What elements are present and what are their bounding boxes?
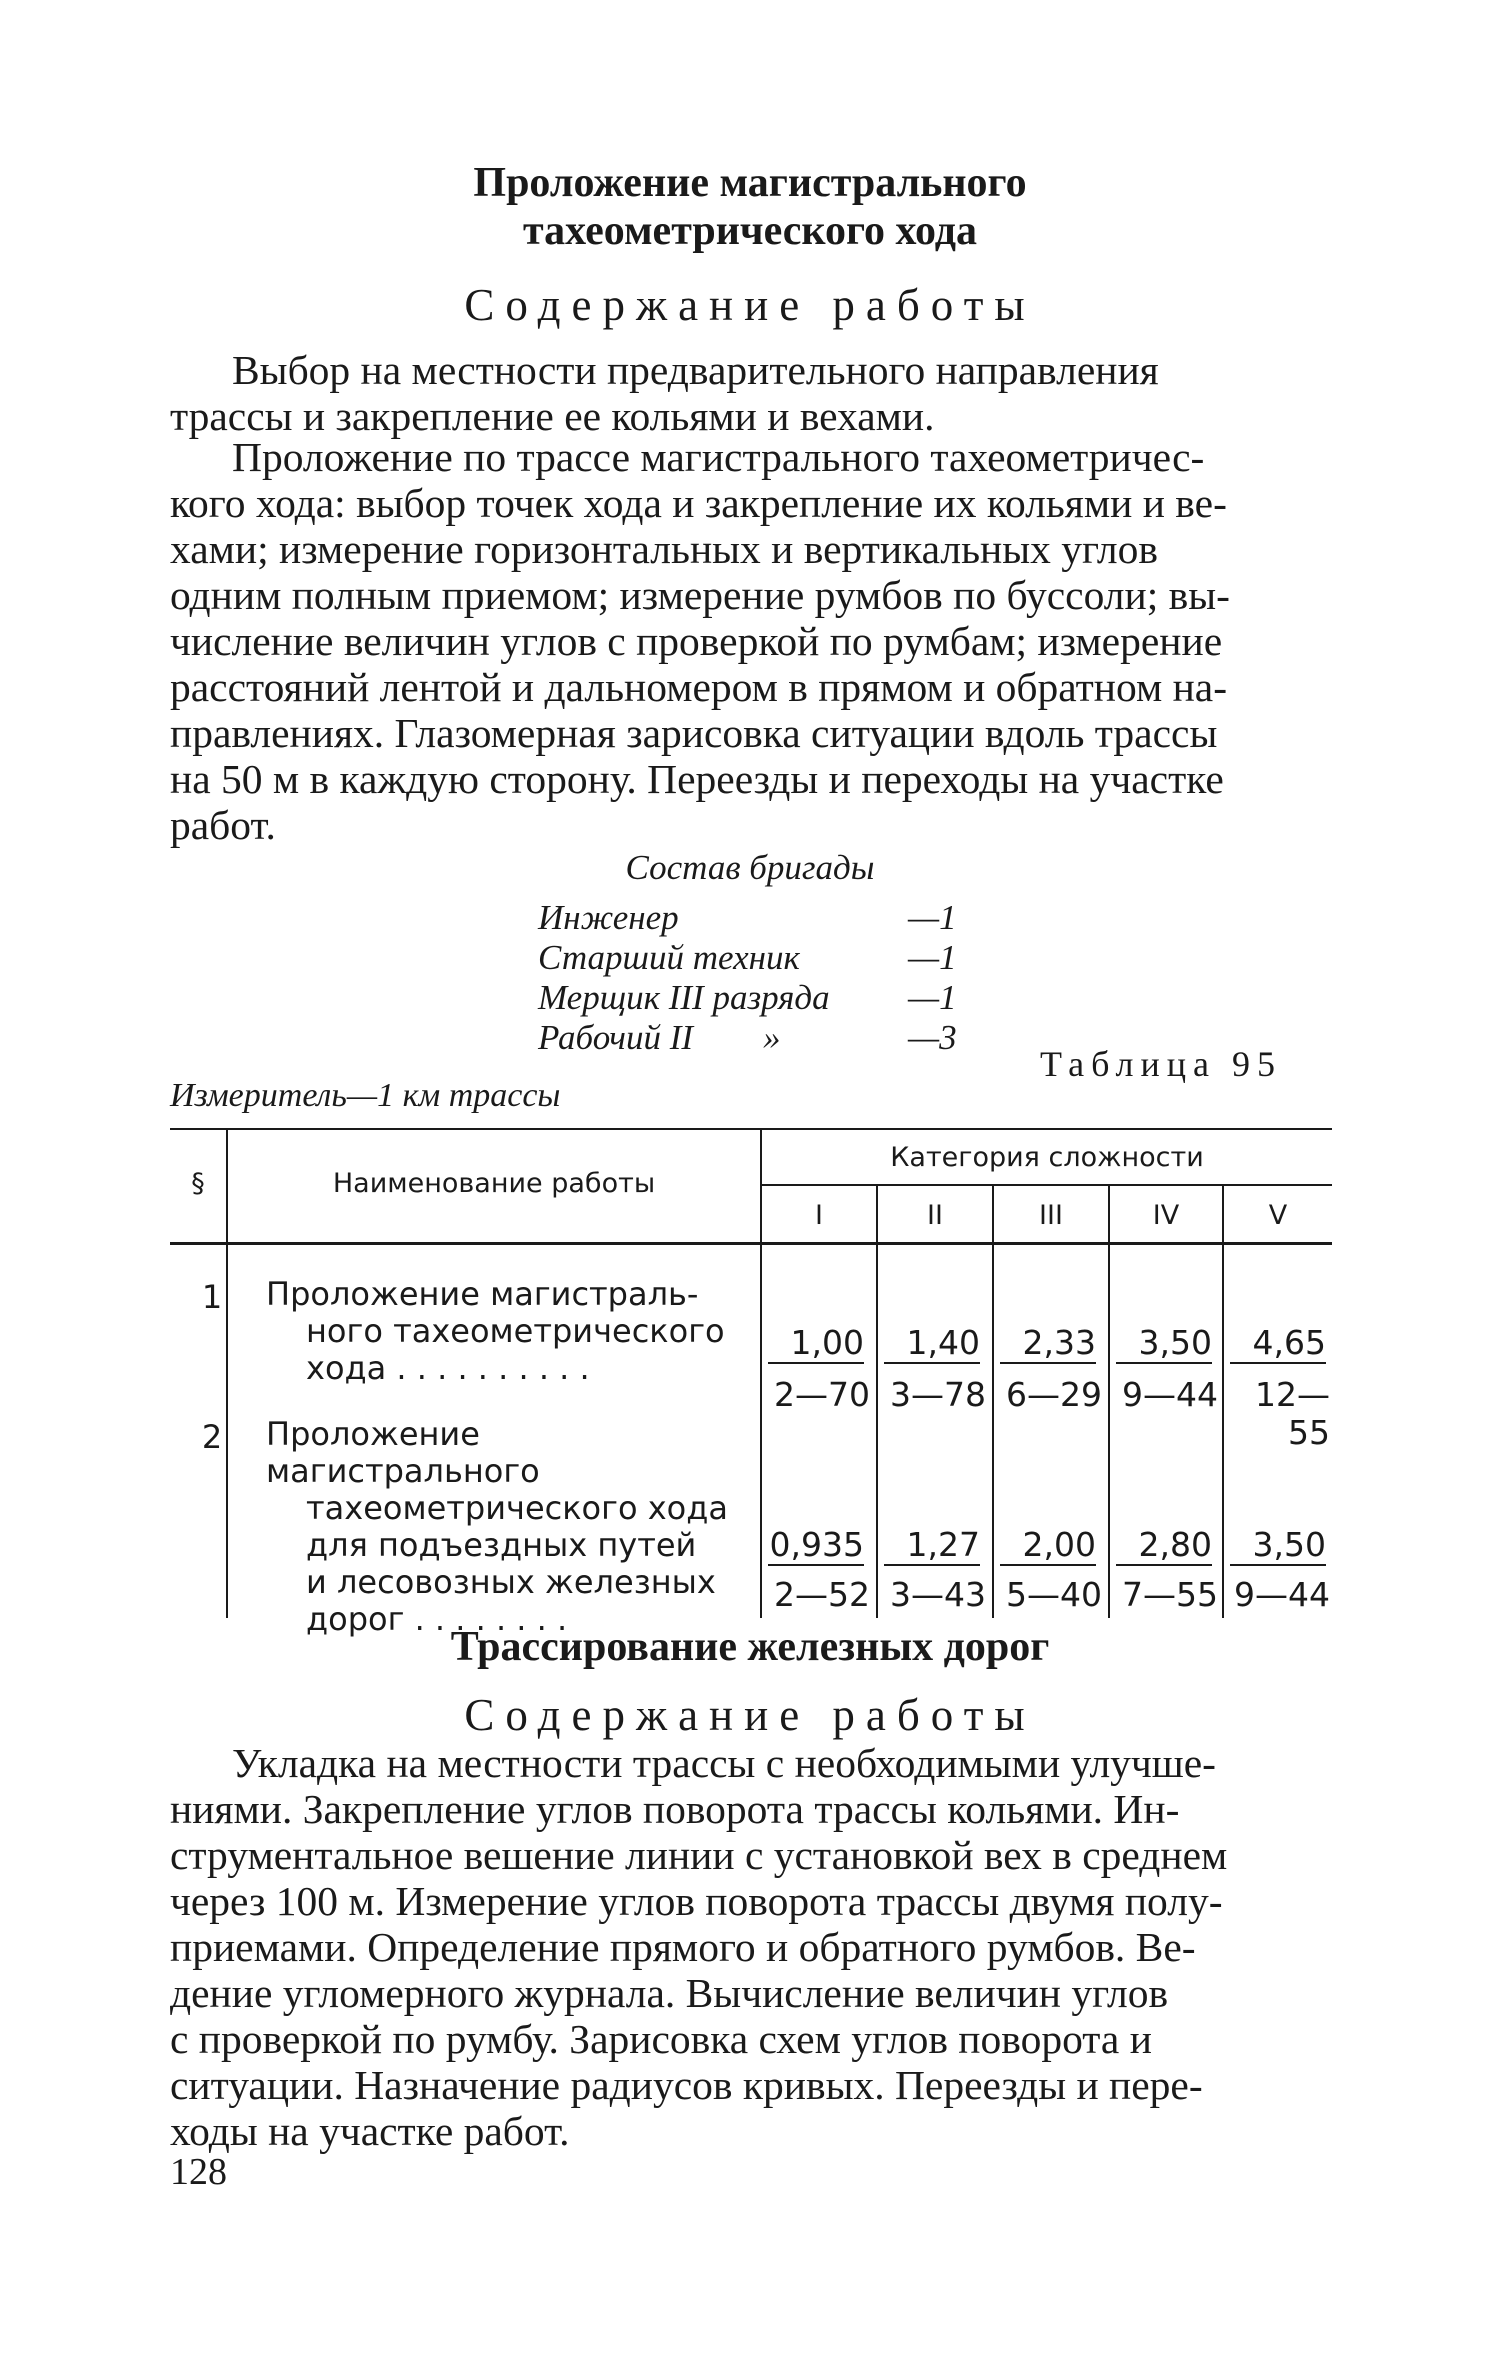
header-bottom-rule <box>170 1242 1332 1245</box>
page-number: 128 <box>170 2151 227 2193</box>
crew-role: Рабочий II » <box>538 1018 781 1057</box>
category-header: II <box>927 1200 943 1231</box>
paragraph-line: одним полным приемом; измерение румбов по буссоли; вы- <box>170 572 1230 618</box>
crew-count: —1 <box>908 938 957 977</box>
category-header-rule <box>762 1184 1332 1186</box>
paragraph-line: через 100 м. Измерение углов поворота трассы двумя полу- <box>170 1878 1223 1924</box>
paragraph-line: на 50 м в каждую сторону. Переезды и переходы на участке <box>170 756 1224 802</box>
crew-title: Состав бригады <box>625 848 875 887</box>
table-cell-rate: 9—44 <box>1234 1575 1330 1614</box>
paragraph-line: работ. <box>170 802 276 848</box>
table-cell-rate: 9—44 <box>1122 1375 1218 1414</box>
row-number: 2 <box>201 1418 223 1456</box>
table-cell-rate: 12—55 <box>1255 1375 1330 1452</box>
category-column-header: Категория сложности <box>890 1142 1204 1173</box>
section-column-header: § <box>191 1168 205 1199</box>
table-cell-value: 3,50 <box>1116 1324 1212 1364</box>
table-cell-value: 1,27 <box>884 1526 980 1566</box>
crew-role: Старший техник <box>538 938 800 977</box>
crew-count: —3 <box>908 1018 957 1057</box>
paragraph-line: Выбор на местности предварительного направления <box>232 347 1159 393</box>
table-cell-rate: 3—43 <box>890 1575 986 1614</box>
column-divider <box>226 1128 228 1618</box>
category-header: I <box>815 1200 823 1231</box>
crew-count: —1 <box>908 978 957 1017</box>
work-name: Проложение магистрального тахеометрического хода для подъездных путей и лесовозных железных дорог . . . . . . . . <box>266 1415 728 1638</box>
category-header: III <box>1039 1200 1063 1231</box>
table-cell-rate: 3—78 <box>890 1375 986 1414</box>
work-name: Проложение магистраль- ного тахеометрического хода . . . . . . . . . . <box>266 1275 725 1387</box>
paragraph-line: трассы и закрепление ее кольями и вехами. <box>170 393 935 439</box>
table-cell-value: 4,65 <box>1230 1324 1326 1364</box>
table-top-rule <box>170 1128 1332 1130</box>
section1-paragraph1 <box>170 347 1340 439</box>
section1-title-line2: тахеометрического хода <box>523 208 977 254</box>
paragraph-line: кого хода: выбор точек хода и закрепление их кольями и ве- <box>170 480 1227 526</box>
paragraph-line: хами; измерение горизонтальных и вертикальных углов <box>170 526 1158 572</box>
section1-title-line1: Проложение магистрального <box>473 160 1027 206</box>
column-divider <box>1108 1186 1110 1618</box>
crew-role: Мерщик III разряда <box>538 978 830 1017</box>
crew-role: Инженер <box>538 898 679 937</box>
table-cell-rate: 5—40 <box>1006 1575 1102 1614</box>
crew-count: —1 <box>908 898 957 937</box>
paragraph-line: числение величин углов с проверкой по румбам; измерение <box>170 618 1223 664</box>
table-cell-value: 2,00 <box>1000 1526 1096 1566</box>
row-number: 1 <box>201 1278 223 1316</box>
table-cell-rate: 7—55 <box>1122 1575 1218 1614</box>
table-cell-rate: 2—52 <box>774 1575 870 1614</box>
column-divider <box>876 1186 878 1618</box>
paragraph-line: с проверкой по румбу. Зарисовка схем углов поворота и <box>170 2016 1152 2062</box>
table-cell-value: 3,50 <box>1230 1526 1326 1566</box>
category-header: IV <box>1152 1200 1180 1231</box>
paragraph-line: приемами. Определение прямого и обратного румбов. Ве- <box>170 1924 1196 1970</box>
paragraph-line: струментальное вешение линии с установкой вех в среднем <box>170 1832 1228 1878</box>
section2-title: Трассирование железных дорог <box>450 1624 1050 1670</box>
paragraph-line: ситуации. Назначение радиусов кривых. Переезды и пере- <box>170 2062 1203 2108</box>
table-cell-value: 2,80 <box>1116 1526 1212 1566</box>
paragraph-line: правлениях. Глазомерная зарисовка ситуации вдоль трассы <box>170 710 1218 756</box>
table-cell-value: 0,935 <box>769 1525 864 1564</box>
table-cell-rate: 2—70 <box>774 1375 870 1414</box>
paragraph-line: Укладка на местности трассы с необходимыми улучше- <box>232 1740 1216 1786</box>
paragraph-line: ниями. Закрепление углов поворота трассы кольями. Ин- <box>170 1786 1180 1832</box>
table-cell-value: 1,00 <box>768 1324 864 1364</box>
table-number: Таблица 95 <box>1040 1044 1282 1084</box>
column-divider <box>992 1186 994 1618</box>
section2-paragraph <box>170 1740 1340 2154</box>
paragraph-line: дение угломерного журнала. Вычисление величин углов <box>170 1970 1169 2016</box>
table-cell-rate: 6—29 <box>1006 1375 1102 1414</box>
section1-subtitle: Содержание работы <box>464 280 1036 330</box>
paragraph-line: Проложение по трассе магистрального тахеометричес- <box>232 434 1205 480</box>
paragraph-line: расстояний лентой и дальномером в прямом и обратном на- <box>170 664 1228 710</box>
paragraph-line: ходы на участке работ. <box>170 2108 570 2154</box>
table-unit-label: Измеритель—1 км трассы <box>170 1077 561 1114</box>
section2-subtitle: Содержание работы <box>464 1690 1036 1740</box>
table-cell-value: 2,33 <box>1000 1324 1096 1364</box>
section1-paragraph2 <box>170 434 1340 848</box>
norms-table <box>170 1128 1332 1638</box>
category-header: V <box>1268 1200 1288 1231</box>
table-cell-value: 1,40 <box>884 1324 980 1364</box>
work-column-header: Наименование работы <box>332 1168 656 1199</box>
